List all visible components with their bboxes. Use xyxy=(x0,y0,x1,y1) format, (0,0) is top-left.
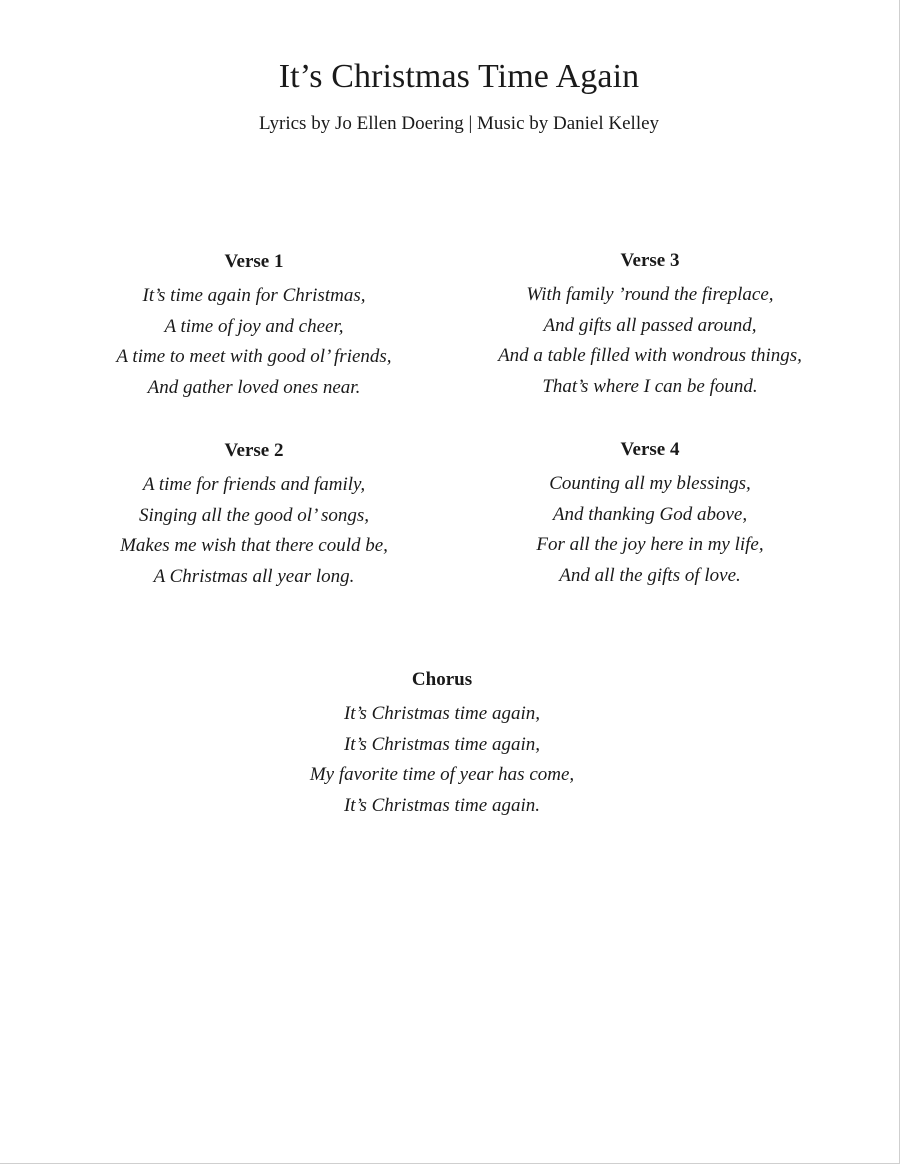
verse-3-line-3: And a table filled with wondrous things, xyxy=(498,345,802,366)
song-credits: Lyrics by Jo Ellen Doering | Music by Daniel Kelley xyxy=(258,113,660,134)
verse-3-heading: Verse 3 xyxy=(620,250,680,271)
verse-2-line-3: Makes me wish that there could be, xyxy=(120,535,388,556)
verse-4-line-3: For all the joy here in my life, xyxy=(536,534,764,555)
verse-3-line-4: That’s where I can be found. xyxy=(542,375,758,397)
chorus-line-1: It’s Christmas time again, xyxy=(343,703,540,724)
song-title: It’s Christmas Time Again xyxy=(278,58,640,95)
verse-4-line-1: Counting all my blessings, xyxy=(549,473,751,494)
verse-1-line-3: A time to meet with good ol’ friends, xyxy=(116,346,392,367)
verse-1-line-2: A time of joy and cheer, xyxy=(164,315,344,337)
verse-1-heading: Verse 1 xyxy=(224,251,284,272)
verse-4-line-4: And all the gifts of love. xyxy=(559,564,741,586)
chorus-line-2: It’s Christmas time again, xyxy=(343,733,540,755)
chorus-heading: Chorus xyxy=(411,669,473,690)
verse-4-block xyxy=(450,438,850,591)
verse-2-line-2: Singing all the good ol’ songs, xyxy=(138,504,370,526)
verse-3-block xyxy=(450,249,850,402)
verse-2-line-1: A time for friends and family, xyxy=(142,474,366,495)
verse-1-line-1: It’s time again for Christmas, xyxy=(142,285,366,306)
chorus-block xyxy=(242,668,642,821)
verse-1-block xyxy=(54,250,454,403)
verse-3-line-2: And gifts all passed around, xyxy=(543,314,757,336)
chorus-line-4: It’s Christmas time again. xyxy=(343,794,540,816)
verse-2-line-4: A Christmas all year long. xyxy=(153,565,355,587)
verse-2-block xyxy=(54,439,454,592)
verse-1-line-4: And gather loved ones near. xyxy=(147,376,361,398)
verse-3-line-1: With family ’round the fireplace, xyxy=(526,284,774,305)
chorus-line-3: My favorite time of year has come, xyxy=(309,764,575,785)
verse-4-line-2: And thanking God above, xyxy=(552,503,748,525)
verse-4-heading: Verse 4 xyxy=(620,439,680,460)
verse-2-heading: Verse 2 xyxy=(224,440,284,461)
